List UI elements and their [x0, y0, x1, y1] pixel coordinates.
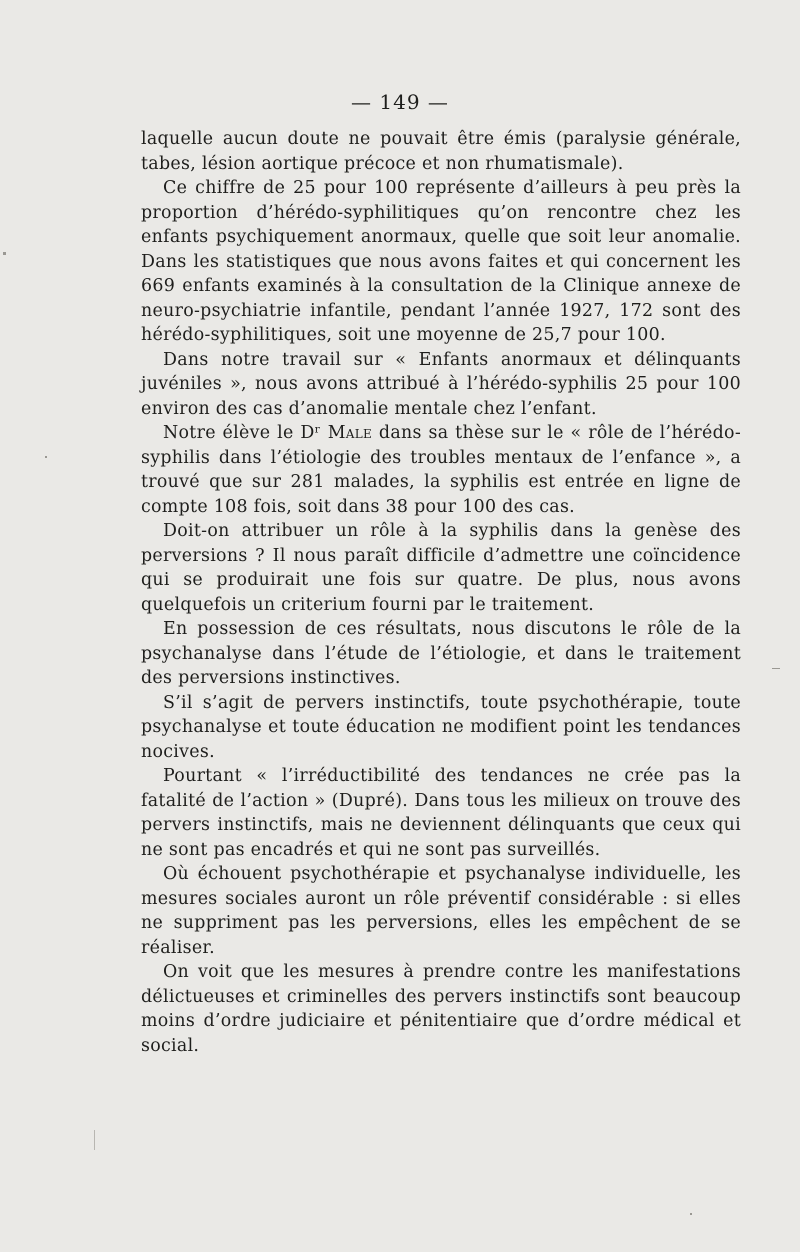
scan-speck — [3, 252, 6, 255]
paragraph-4-rest: dans sa thèse sur le « rôle de l’hérédo-syphilis dans l’étiologie des troubles mentaux de l’enfance », a trouvé que sur 281 malades, la syphilis est entrée en ligne de compte 108 fois, soit dans 38 pour 100 des cas. — [141, 423, 742, 517]
page-number: — 149 — — [351, 90, 449, 114]
body-text — [141, 127, 741, 1058]
paragraph-6: En possession de ces résultats, nous discutons le rôle de la psychanalyse dans l’étude de l’étiologie, et dans le traitement des perversions instinctives. — [141, 619, 741, 688]
author-name-male: Male — [327, 423, 373, 443]
paragraph-4-lead: Notre élève le Dʳ — [163, 423, 328, 443]
paragraph-2: Ce chiffre de 25 pour 100 représente d’ailleurs à peu près la proportion d’hérédo-syphilitiques qu’on rencontre chez les enfants psychiquement anormaux, quelle que soit leur anomalie. Dans les statistiques que nous avons faites et qui concernent les 669 enfants examinés à la consultation de la Clinique annexe de neuro-psychiatrie infantile, pendant l’année 1927, 172 sont des hérédo-syphilitiques, soit une moyenne de 25,7 pour 100. — [141, 178, 741, 345]
paragraph-7: S’il s’agit de pervers instinctifs, toute psychothérapie, toute psychanalyse et toute éducation ne modifient point les tendances nocives. — [141, 692, 741, 762]
scan-speck — [94, 1130, 95, 1150]
paragraph-5: Doit-on attribuer un rôle à la syphilis dans la genèse des perversions ? Il nous paraît difficile d’admettre une coïncidence qui se produirait une fois sur quatre. De plus, nous avons quelquefois un criterium fourni par le traitement. — [141, 521, 741, 615]
paragraph-3: Dans notre travail sur « Enfants anormaux et délinquants juvéniles », nous avons attribué à l’hérédo-syphilis 25 pour 100 environ des cas d’anomalie mentale chez l’enfant. — [141, 349, 741, 419]
scan-speck — [772, 668, 780, 669]
paragraph-10: On voit que les mesures à prendre contre les manifestations délictueuses et criminelles des pervers instinctifs sont beaucoup moins d’ordre judiciaire et pénitentiaire que d’ordre médical et social. — [141, 962, 741, 1056]
paragraph-8: Pourtant « l’irréductibilité des tendances ne crée pas la fatalité de l’action » (Dupré). Dans tous les milieux on trouve des pervers instinctifs, mais ne deviennent délinquants que ceux qui ne sont pas encadrés et qui ne sont pas surveillés. — [141, 766, 741, 860]
paragraph-9: Où échouent psychothérapie et psychanalyse individuelle, les mesures sociales auront un rôle préventif considérable : si elles ne suppriment pas les perversions, elles les empêchent de se réaliser. — [141, 864, 741, 958]
scan-speck — [45, 456, 47, 458]
paragraph-4 — [141, 421, 741, 519]
scan-speck — [690, 1213, 692, 1215]
paragraph-1: laquelle aucun doute ne pouvait être émis (paralysie générale, tabes, lésion aortique précoce et non rhumatismale). — [141, 129, 741, 174]
